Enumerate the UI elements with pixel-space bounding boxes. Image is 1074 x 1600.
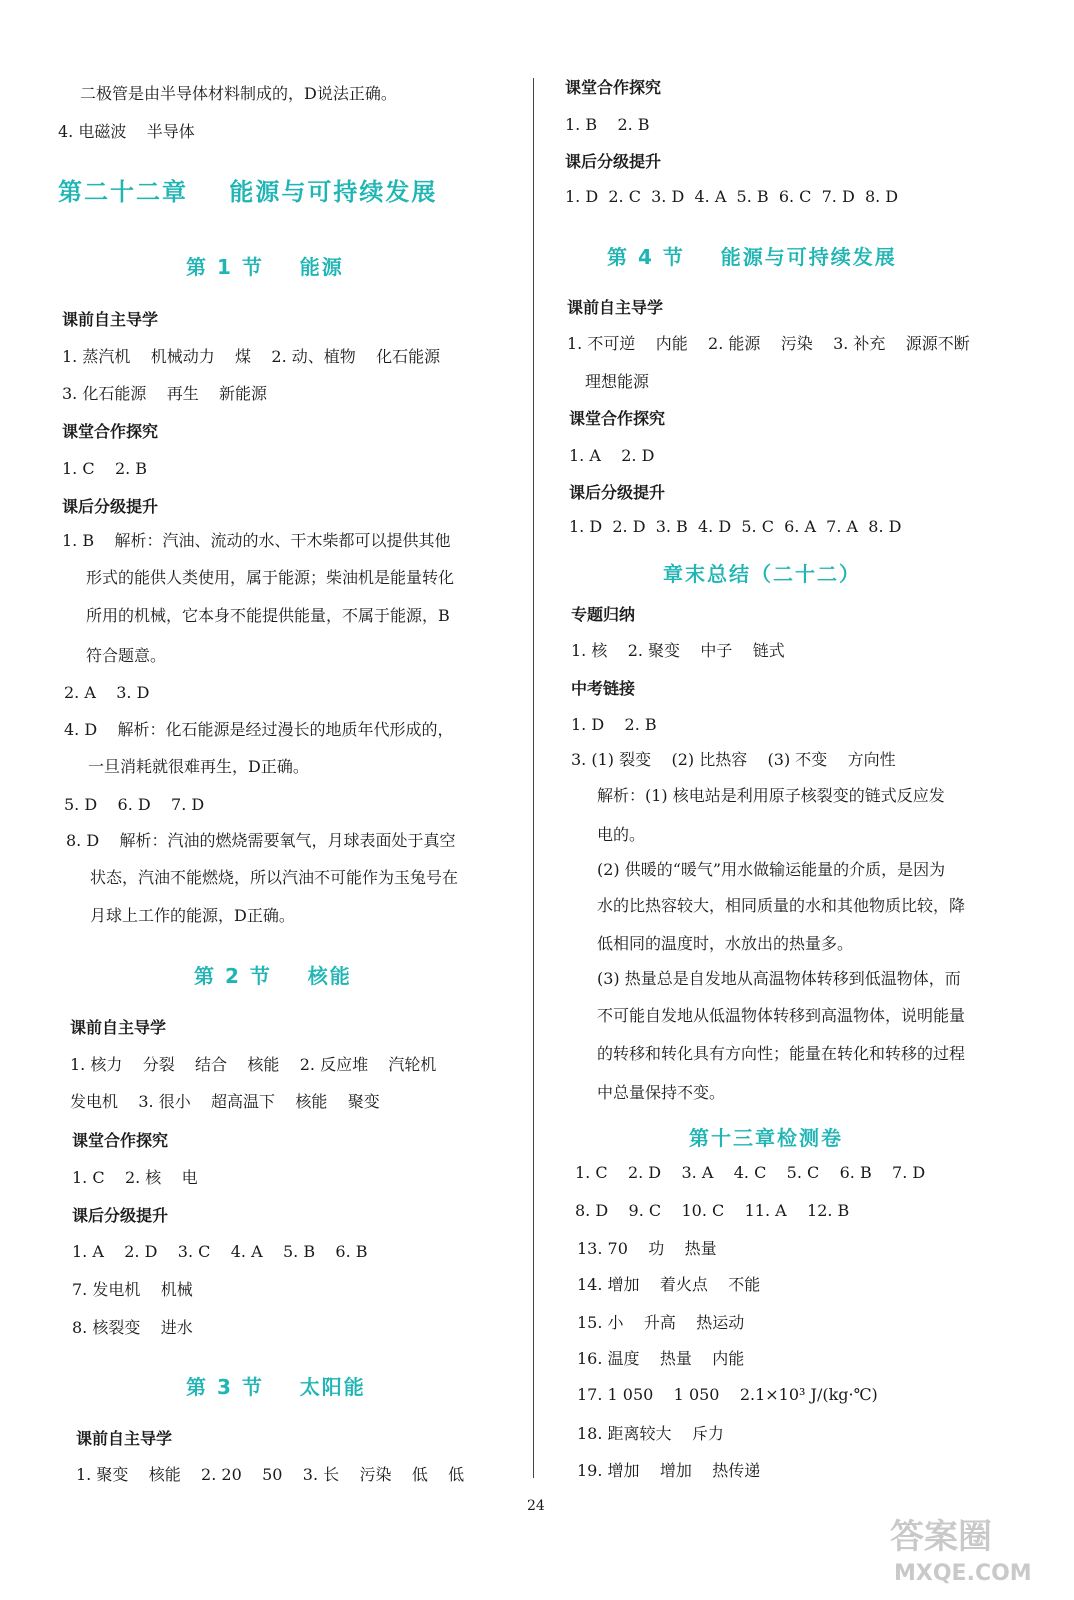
answer-line: 不可能自发地从低温物体转移到高温物体，说明能量 (597, 1006, 966, 1025)
answer-line: 4. D 解析：化石能源是经过漫长的地质年代形成的， (64, 720, 454, 739)
answer-line: 1. A 2. D (569, 446, 655, 465)
answer-line: 月球上工作的能源，D正确。 (90, 906, 295, 925)
answer-line: 8. D 9. C 10. C 11. A 12. B (575, 1201, 850, 1220)
answer-line: (3) 热量总是自发地从高温物体转移到低温物体，而 (597, 969, 961, 988)
answer-line: 水的比热容较大，相同质量的水和其他物质比较，降 (597, 896, 966, 915)
section-title: 第 3 节 太阳能 (186, 1375, 366, 1399)
answer-line: 1. 不可逆 内能 2. 能源 污染 3. 补充 源源不断 (567, 334, 970, 353)
svg-text:答案圈: 答案圈 (890, 1517, 992, 1557)
answer-line: 1. 聚变 核能 2. 20 50 3. 长 污染 低 低 (76, 1465, 465, 1484)
answer-line: 1. C 2. 核 电 (72, 1168, 198, 1187)
subsection-heading: 专题归纳 (571, 605, 636, 624)
answer-line: 发电机 3. 很小 超高温下 核能 聚变 (70, 1092, 380, 1111)
answer-line: 1. 蒸汽机 机械动力 煤 2. 动、植物 化石能源 (62, 347, 441, 366)
answer-line: 8. 核裂变 进水 (72, 1318, 193, 1337)
subsection-heading: 课前自主导学 (76, 1429, 173, 1448)
answer-line: 18. 距离较大 斥力 (577, 1424, 724, 1443)
subsection-heading: 课堂合作探究 (565, 78, 662, 97)
answer-line: 4. 电磁波 半导体 (58, 122, 195, 141)
answer-line: 15. 小 升高 热运动 (577, 1313, 745, 1332)
answer-line: 解析：(1) 核电站是利用原子核裂变的链式反应发 (597, 786, 945, 805)
answer-line: 5. D 6. D 7. D (64, 795, 205, 814)
answer-line: 2. A 3. D (64, 683, 150, 702)
subsection-heading: 课后分级提升 (569, 483, 666, 502)
answer-line: 7. 发电机 机械 (72, 1280, 193, 1299)
answer-line: 1. 核 2. 聚变 中子 链式 (571, 641, 785, 660)
subsection-heading: 课前自主导学 (70, 1018, 167, 1037)
subsection-heading: 课前自主导学 (62, 310, 159, 329)
answer-line: 19. 增加 增加 热传递 (577, 1461, 761, 1480)
answer-line: 二极管是由半导体材料制成的，D说法正确。 (80, 84, 397, 103)
section-title: 第 2 节 核能 (194, 964, 352, 988)
answer-line: 1. B 2. B (565, 115, 650, 134)
subsection-heading: 课前自主导学 (567, 298, 664, 317)
subsection-heading: 课堂合作探究 (72, 1131, 169, 1150)
section-title: 第二十二章 能源与可持续发展 (58, 178, 438, 206)
watermark-logo (880, 1508, 1060, 1588)
subsection-heading: 中考链接 (571, 679, 636, 698)
subsection-heading: 课堂合作探究 (62, 422, 159, 441)
answer-line: 3. (1) 裂变 (2) 比热容 (3) 不变 方向性 (571, 750, 896, 769)
answer-line: 符合题意。 (86, 646, 167, 665)
section-title: 第 4 节 能源与可持续发展 (607, 245, 897, 269)
subsection-heading: 课堂合作探究 (569, 409, 666, 428)
answer-line: 1. C 2. B (62, 459, 148, 478)
answer-line: 3. 化石能源 再生 新能源 (62, 384, 268, 403)
answer-line: 一旦消耗就很难再生，D正确。 (88, 757, 309, 776)
answer-line: 1. A 2. D 3. C 4. A 5. B 6. B (72, 1242, 368, 1261)
answer-line: 所用的机械，它本身不能提供能量，不属于能源，B (86, 606, 450, 625)
answer-line: 1. 核力 分裂 结合 核能 2. 反应堆 汽轮机 (70, 1055, 437, 1074)
answer-line: 中总量保持不变。 (597, 1083, 726, 1102)
subsection-heading: 课后分级提升 (62, 497, 159, 516)
section-title: 第 1 节 能源 (186, 255, 344, 279)
answer-line: 14. 增加 着火点 不能 (577, 1275, 761, 1294)
answer-line: 1. C 2. D 3. A 4. C 5. C 6. B 7. D (575, 1163, 926, 1182)
answer-line: 形式的能供人类使用，属于能源；柴油机是能量转化 (86, 568, 455, 587)
section-title: 第十三章检测卷 (689, 1126, 843, 1150)
svg-text:MXQE.COM: MXQE.COM (894, 1561, 1032, 1586)
answer-line: 1. D 2. B (571, 715, 657, 734)
answer-line: (2) 供暖的“暖气”用水做输运能量的介质，是因为 (597, 860, 946, 879)
answer-line: 1. B 解析：汽油、流动的水、干木柴都可以提供其他 (62, 531, 451, 550)
answer-line: 1. D 2. D 3. B 4. D 5. C 6. A 7. A 8. D (569, 517, 902, 536)
answer-line: 13. 70 功 热量 (577, 1239, 717, 1258)
answer-line: 的转移和转化具有方向性；能量在转化和转移的过程 (597, 1044, 966, 1063)
answer-line: 低相同的温度时，水放出的热量多。 (597, 934, 854, 953)
section-title: 章末总结（二十二） (663, 562, 861, 586)
subsection-heading: 课后分级提升 (72, 1206, 169, 1225)
answer-line: 理想能源 (585, 372, 650, 391)
answer-line: 1. D 2. C 3. D 4. A 5. B 6. C 7. D 8. D (565, 187, 899, 206)
answer-line: 17. 1 050 1 050 2.1×10³ J/(kg·℃) (577, 1385, 878, 1404)
answer-line: 状态，汽油不能燃烧，所以汽油不可能作为玉兔号在 (90, 868, 459, 887)
answer-line: 8. D 解析：汽油的燃烧需要氧气，月球表面处于真空 (66, 831, 456, 850)
answer-line: 电的。 (597, 825, 646, 844)
answer-line: 16. 温度 热量 内能 (577, 1349, 745, 1368)
page-number: 24 (527, 1498, 545, 1514)
column-divider (533, 78, 534, 1478)
subsection-heading: 课后分级提升 (565, 152, 662, 171)
